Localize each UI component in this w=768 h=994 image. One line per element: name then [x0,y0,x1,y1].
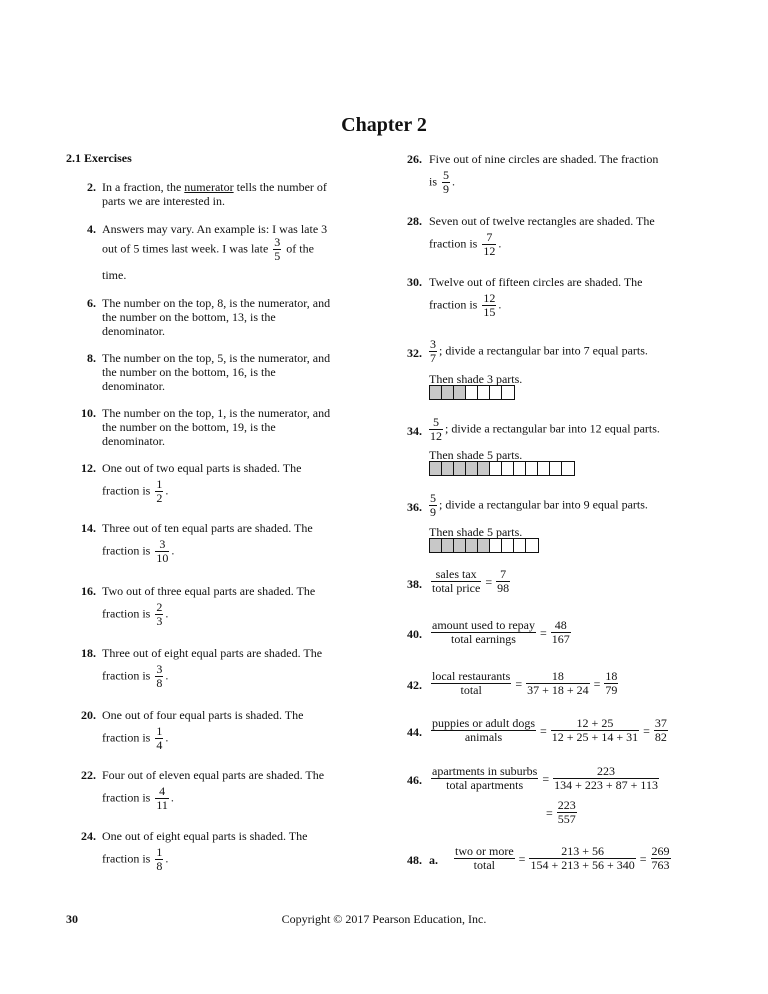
exercise-22-line1: Four out of eleven equal parts are shaded. The [102,768,325,782]
shaded-part [454,539,466,552]
shaded-part [442,386,454,399]
unshaded-part [562,462,574,475]
numerator: 223 [553,765,659,779]
fraction [431,765,538,792]
exercise-46-result [544,799,579,826]
numerator: two or more [455,844,514,858]
text: denominator. [102,434,165,448]
unshaded-part [490,386,502,399]
exercise-28-answer: fraction is $\frac{7}{12}$ . [429,230,502,258]
exercise-number: 28. [407,214,422,228]
fraction [429,416,443,443]
numerator: local restaurants [432,669,511,683]
text: The number on the top, 5, is the numerator, and [102,351,331,365]
text: fraction is [429,236,478,251]
numerator: 5 [430,491,436,505]
exercise-number: 14. [81,521,96,535]
numerator: 1 [156,477,163,491]
exercise-24-answer: fraction is $\frac{1}{8}$ . [102,845,169,873]
equals-sign: = [485,574,493,589]
fraction [654,717,668,744]
exercise-32-line2: Then shade 3 parts. [429,372,523,386]
exercise-44-equation [429,717,670,744]
exercise-number: 4. [87,222,96,236]
denominator: 8 [156,859,163,873]
exercise-28-line1: Seven out of twelve rectangles are shaded. The [429,214,655,228]
denominator: 7 [430,351,436,365]
exercise-18-answer: fraction is $\frac{3}{8}$ . [102,662,169,690]
denominator: 82 [654,730,667,744]
fraction [557,799,577,826]
exercise-number: 8. [87,351,96,365]
denominator: 557 [557,812,576,826]
fraction [529,845,635,872]
exercise-number: 2. [87,180,96,194]
exercise-6-text [102,296,330,338]
exercise-number: 22. [81,768,96,782]
equals-sign: = [540,723,547,738]
exercise-number: 32. [407,346,422,360]
unshaded-part [478,386,490,399]
exercise-number: 46. [407,773,422,787]
exercise-20-answer: fraction is $\frac{1}{4}$ . [102,724,169,752]
shaded-part [454,462,466,475]
chapter-title: Chapter 2 [341,114,427,136]
equals-sign: = [539,625,547,640]
fraction-bar-36 [429,538,539,553]
numerator: 7 [496,568,510,582]
fraction-bar-32 [429,385,515,400]
denominator: 4 [156,738,163,752]
equals-sign: = [542,771,550,786]
text: fraction is [102,606,151,621]
denominator: 11 [156,798,168,812]
equals-sign: = [593,676,601,691]
numerator: 48 [551,619,571,633]
exercise-4-line3: time. [102,268,127,282]
denominator: 5 [274,249,281,263]
denominator: 37 + 18 + 24 [527,683,589,697]
denominator: total apartments [446,778,524,792]
numerator: 1 [156,845,163,859]
unshaded-part [526,462,538,475]
denominator: 134 + 223 + 87 + 113 [554,778,658,792]
fraction [155,601,163,628]
unshaded-part [490,462,502,475]
exercise-30-answer: fraction is $\frac{12}{15}$ . [429,291,502,319]
denominator: 10 [156,551,169,565]
exercise-number: 42. [407,678,422,692]
exercise-number: 34. [407,424,422,438]
shaded-part [442,539,454,552]
unshaded-part [514,539,526,552]
numerator: 3 [430,337,436,351]
exercise-12-answer: fraction is $\frac{1}{2}$ . [102,477,169,505]
exercise-46-equation [429,765,661,792]
equals-sign: = [639,851,647,866]
numerator: 7 [482,231,496,245]
denominator: 12 + 25 + 14 + 31 [551,730,639,744]
numerator: 213 + 56 [529,845,635,859]
shaded-part [442,462,454,475]
exercise-14-line1: Three out of ten equal parts are shaded. The [102,521,313,535]
exercise-number: 38. [407,577,422,591]
numerator: 2 [156,600,163,614]
section-title: 2.1 Exercises [66,151,132,165]
denominator: 98 [497,581,510,595]
numerator: 5 [443,168,450,182]
exercise-36-line2: Then shade 5 parts. [429,525,523,539]
text: fraction is [102,851,151,866]
shaded-part [466,462,478,475]
exercise-number: 12. [81,461,96,475]
denominator: total [473,858,495,872]
denominator: 12 [483,244,496,258]
exercise-36-answer [427,492,648,519]
exercise-10-text [102,406,330,448]
exercise-26-answer: is $\frac{5}{9}$ . [429,168,456,196]
fraction [155,785,169,812]
fraction [496,568,510,595]
denominator: total [460,683,482,697]
text: is [429,174,438,189]
fraction [482,231,496,258]
numerator: amount used to repay [432,618,535,632]
equals-sign: = [515,676,523,691]
exercise-40-equation [429,619,573,646]
exercise-32-answer [427,338,648,365]
numerator: 12 [483,291,496,305]
shaded-part [430,462,442,475]
unshaded-part [490,539,502,552]
numerator: 5 [429,416,443,430]
denominator: 79 [605,683,618,697]
denominator: 8 [156,676,163,690]
shaded-part [478,462,490,475]
denominator: total earnings [451,632,516,646]
fraction [604,670,618,697]
exercise-number: 24. [81,829,96,843]
fraction [429,492,437,519]
exercise-number: 36. [407,500,422,514]
shaded-part [454,386,466,399]
equals-sign: = [518,851,526,866]
text: fraction is [102,483,151,498]
fraction [551,717,639,744]
exercise-number: 16. [81,584,96,598]
numerator: 18 [605,669,618,683]
exercise-number: 10. [81,406,96,420]
exercise-number: 26. [407,152,422,166]
exercise-number: 48. [407,853,422,867]
text: out of 5 times last week. I was late [102,241,269,256]
text: The number on the top, 8, is the numerator, and [102,296,331,310]
equals-sign: = [546,805,553,820]
denominator: 154 + 213 + 56 + 340 [530,858,635,872]
exercise-16-line1: Two out of three equal parts are shaded. The [102,584,316,598]
denominator: 9 [443,182,450,196]
text: of the [286,241,314,256]
exercise-24-line1: One out of eight equal parts is shaded. The [102,829,308,843]
unshaded-part [502,539,514,552]
exercise-number: 30. [407,275,422,289]
shaded-part [430,539,442,552]
exercise-2-text [102,180,327,208]
exercise-number: 20. [81,708,96,722]
fraction [551,619,571,646]
numerator: 37 [654,716,667,730]
fraction [431,670,511,697]
denominator: 2 [156,491,163,505]
numerator: 3 [155,538,169,552]
denominator: total price [432,581,481,595]
fraction [454,845,515,872]
shaded-part [466,539,478,552]
text: denominator. [102,379,165,393]
fraction [553,765,659,792]
numerator: 12 + 25 [551,717,639,731]
text: fraction is [102,730,151,745]
exercise-26-line1: Five out of nine circles are shaded. The fraction [429,152,659,166]
fraction [155,663,163,690]
exercise-number: 6. [87,296,96,310]
text: ; divide a rectangular bar into 7 equal parts. [439,343,648,358]
numerator: puppies or adult dogs [432,716,535,730]
numerator: 223 [557,798,576,812]
text: the number on the bottom, 13, is the [102,310,276,324]
text: The number on the top, 1, is the numerator, and [102,406,331,420]
exercise-8-text [102,351,330,393]
exercise-4-line2 [102,236,314,263]
numerator: 18 [526,670,590,684]
text: fraction is [102,668,151,683]
exercise-48-equation [452,845,673,872]
numerator: 4 [155,785,169,799]
text: tells the number of [233,180,327,194]
unshaded-part [502,386,514,399]
exercise-number: 18. [81,646,96,660]
fraction [429,338,437,365]
denominator: 12 [430,429,442,443]
numerator: 269 [651,844,670,858]
fraction [482,292,496,319]
text: the number on the bottom, 19, is the [102,420,276,434]
numerator: sales tax [431,568,481,582]
copyright: Copyright © 2017 Pearson Education, Inc. [281,912,487,926]
denominator: 167 [551,632,570,646]
exercise-34-answer [427,416,660,443]
fraction [431,568,481,595]
exercise-number: 40. [407,627,422,641]
text: ; divide a rectangular bar into 9 equal parts. [439,497,648,512]
exercise-14-answer: fraction is $\frac{3}{10}$ . [102,537,175,565]
unshaded-part [526,539,538,552]
exercise-4-line1: Answers may vary. An example is: I was late 3 [102,222,328,236]
numerator: 3 [274,235,281,249]
exercise-42-equation [429,670,620,697]
numerator: 3 [156,662,163,676]
exercise-34-line2: Then shade 5 parts. [429,448,523,462]
text: fraction is [429,297,478,312]
shaded-part [430,386,442,399]
exercise-16-answer: fraction is $\frac{2}{3}$ . [102,600,169,628]
text: fraction is [102,790,151,805]
numerator: apartments in suburbs [432,764,538,778]
fraction [442,169,450,196]
exercise-38-equation [429,568,512,595]
fraction [155,725,163,752]
underlined-term: numerator [184,180,234,194]
text: ; divide a rectangular bar into 12 equal parts. [445,421,660,436]
text: fraction is [102,543,151,558]
fraction [155,846,163,873]
fraction [431,717,536,744]
exercise-30-line1: Twelve out of fifteen circles are shaded. The [429,275,643,289]
equals-sign: = [643,723,650,738]
unshaded-part [514,462,526,475]
exercise-18-line1: Three out of eight equal parts are shaded. The [102,646,323,660]
exercise-20-line1: One out of four equal parts is shaded. The [102,708,304,722]
text: denominator. [102,324,165,338]
denominator: 9 [430,505,436,519]
fraction [273,236,281,263]
fraction [651,845,671,872]
fraction [431,619,536,646]
unshaded-part [466,386,478,399]
exercise-22-answer: fraction is $\frac{4}{11}$ . [102,784,174,812]
shaded-part [478,539,490,552]
exercise-part: a. [429,853,438,867]
text: parts we are interested in. [102,194,225,208]
denominator: 3 [156,614,163,628]
numerator: 1 [156,724,163,738]
unshaded-part [502,462,514,475]
exercise-12-line1: One out of two equal parts is shaded. The [102,461,302,475]
unshaded-part [538,462,550,475]
fraction-bar-34 [429,461,575,476]
denominator: 763 [651,858,670,872]
fraction [155,478,163,505]
exercise-number: 44. [407,725,422,739]
denominator: animals [464,730,503,744]
text: In a fraction, the [102,180,185,194]
page-number: 30 [66,912,78,926]
text: the number on the bottom, 16, is the [102,365,276,379]
denominator: 15 [483,305,496,319]
unshaded-part [550,462,562,475]
fraction [155,538,169,565]
fraction [526,670,590,697]
